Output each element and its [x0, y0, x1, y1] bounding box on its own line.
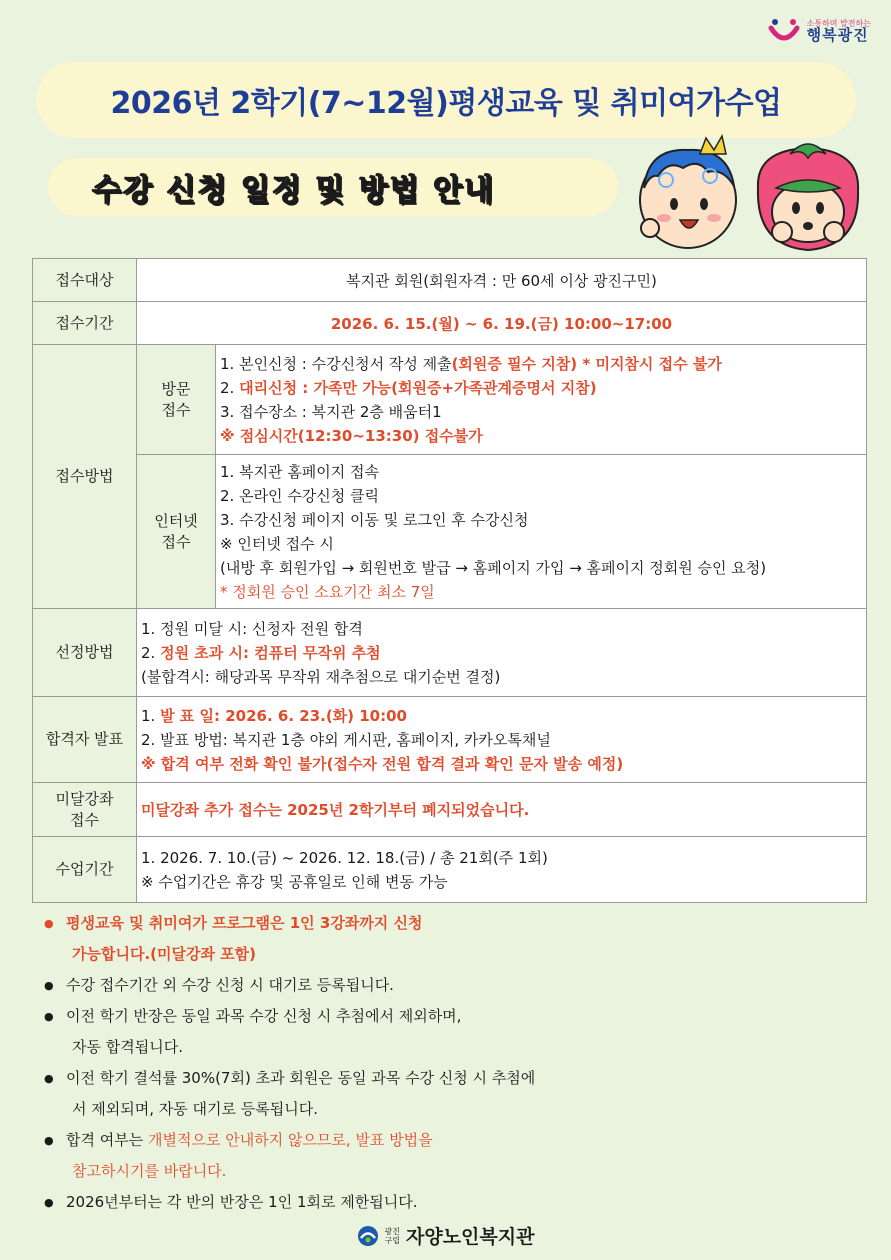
note-item-result: ● 합격 여부는 개별적으로 안내하지 않으므로, 발표 방법을 참고하시기를 바랍니다.	[44, 1125, 864, 1187]
unfilled-value: 미달강좌 추가 접수는 2025년 2학기부터 폐지되었습니다.	[137, 783, 867, 837]
table-row-method-online	[33, 455, 867, 609]
visit-label: 방문 접수	[137, 345, 216, 455]
smile-logo-icon	[767, 14, 801, 48]
welfare-center-logo-icon	[357, 1225, 379, 1247]
table-row-announce	[33, 697, 867, 783]
table-row-selection	[33, 609, 867, 697]
footer-logo	[0, 1222, 891, 1249]
target-value: 복지관 회원(회원자격 : 만 60세 이상 광진구민)	[137, 259, 867, 302]
visit-details: 1. 본인신청 : 수강신청서 작성 제출(회원증 필수 지참) * 미지참시 접수 불가 2. 대리신청 : 가족만 가능(회원증+가족관계증명서 지참) 3. 접수장소 : 복지관 2층 배움터1 ※ 점심시간(12:30~13:30) 접수불가	[216, 345, 867, 455]
table-row-period	[33, 302, 867, 345]
boy-mascot-icon	[640, 136, 736, 248]
table-row-class-period	[33, 837, 867, 903]
online-label: 인터넷 접수	[137, 455, 216, 609]
table-row-unfilled	[33, 783, 867, 837]
period-value: 2026. 6. 15.(월) ~ 6. 19.(금) 10:00~17:00	[137, 302, 867, 345]
brand-logo	[767, 14, 871, 48]
note-item-waitlist: ● 수강 접수기간 외 수강 신청 시 대기로 등록됩니다.	[44, 970, 864, 1001]
brand-name: 행복광진	[806, 25, 869, 44]
period-label: 접수기간	[33, 302, 137, 345]
subtitle-banner	[48, 158, 618, 216]
note-item-absence: ● 이전 학기 결석률 30%(7회) 초과 회원은 동일 과목 수강 신청 시 추첨에 서 제외되며, 자동 대기로 등록됩니다.	[44, 1063, 864, 1125]
announce-label: 합격자 발표	[33, 697, 137, 783]
note-item-leader-limit: ● 2026년부터는 각 반의 반장은 1인 1회로 제한됩니다.	[44, 1187, 864, 1218]
method-label: 접수방법	[33, 345, 137, 609]
online-details: 1. 복지관 홈페이지 접속 2. 온라인 수강신청 클릭 3. 수강신청 페이지 이동 및 로그인 후 수강신청 ※ 인터넷 접수 시 (내방 후 회원가입 → 회원번호 발급 → 홈페이지 가입 → 홈페이지 정회원 승인 요청) * 정회원 승인 소요기간 최소 7일	[216, 455, 867, 609]
class-period-details: 1. 2026. 7. 10.(금) ~ 2026. 12. 18.(금) / 총 21회(주 1회) ※ 수업기간은 휴강 및 공휴일로 인해 변동 가능	[137, 837, 867, 903]
footer-small-2: 구립	[384, 1235, 400, 1245]
footer-name: 자양노인복지관	[405, 1226, 535, 1248]
brand-slogan: 소통하며 발전하는	[806, 18, 871, 28]
strawberry-mascot-icon	[758, 144, 858, 250]
selection-label: 선정방법	[33, 609, 137, 697]
page-subtitle: 수강 신청 일정 및 방법 안내	[92, 173, 496, 208]
note-item-limit: ● 평생교육 및 취미여가 프로그램은 1인 3강좌까지 신청 가능합니다.(미달강좌 포함)	[44, 908, 864, 970]
notes-list	[44, 908, 864, 1218]
mascot-characters-illustration	[628, 128, 868, 258]
title-banner	[36, 62, 856, 138]
page-title: 2026년 2학기(7~12월)평생교육 및 취미여가수업	[110, 86, 782, 121]
footer-small-1: 광진	[384, 1226, 400, 1236]
announce-details: 1. 발 표 일: 2026. 6. 23.(화) 10:00 2. 발표 방법: 복지관 1층 야외 게시판, 홈페이지, 카카오톡채널 ※ 합격 여부 전화 확인 불가(접수자 전원 합격 결과 확인 문자 발송 예정)	[137, 697, 867, 783]
table-row-method-visit	[33, 345, 867, 455]
unfilled-label: 미달강좌 접수	[33, 783, 137, 837]
target-label: 접수대상	[33, 259, 137, 302]
table-row-target	[33, 259, 867, 302]
class-period-label: 수업기간	[33, 837, 137, 903]
info-table	[32, 258, 867, 903]
note-item-leader: ● 이전 학기 반장은 동일 과목 수강 신청 시 추첨에서 제외하며, 자동 합격됩니다.	[44, 1001, 864, 1063]
selection-details: 1. 정원 미달 시: 신청자 전원 합격 2. 정원 초과 시: 컴퓨터 무작위 추첨 (불합격시: 해당과목 무작위 재추첨으로 대기순번 결정)	[137, 609, 867, 697]
